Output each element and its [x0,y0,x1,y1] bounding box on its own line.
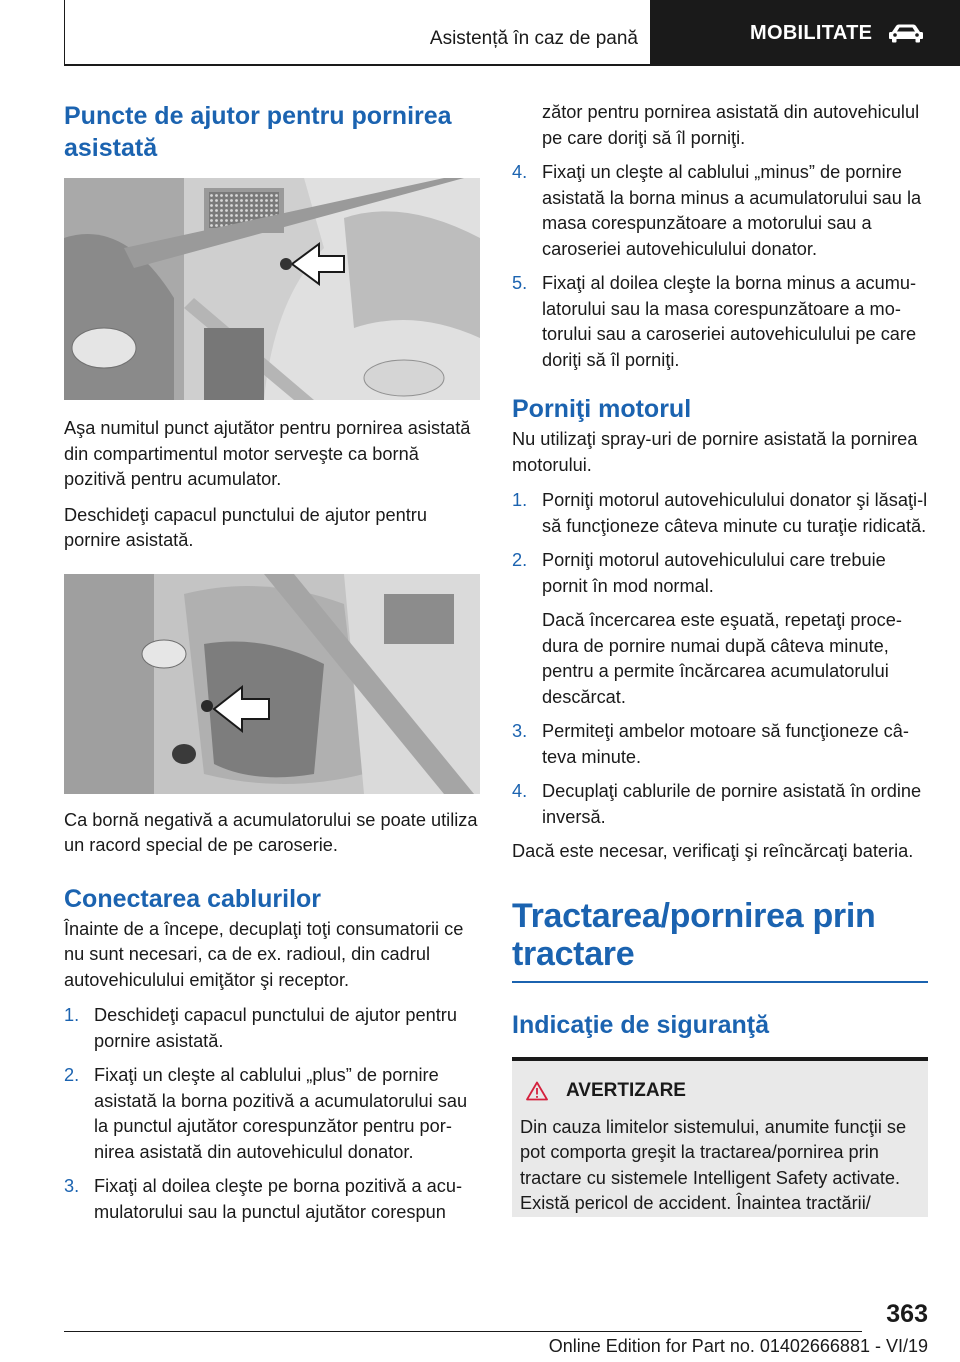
heading-start-engine: Porniţi motorul [512,395,692,423]
warning-text: Din cauza limitelor sistemului, anumite funcţii se pot comporta greşit la tractarea/pornirea prin tractare cu sistemele Intelligent Safety activate. Există pericol de accident. Înaintea tractării/ [520,1116,907,1213]
step-number: 3. [512,721,528,741]
cable-steps-list [64,1003,480,1225]
header-tab-label: MOBILITATE [750,21,873,44]
right-column [512,100,928,1217]
paragraph-disconnect-consumers: Înainte de a începe, decuplaţi toţi consumatorii ce nu sunt necesari, ca de ex. radioul, din cadrul autovehiculului emiţător şi receptor. [64,918,464,990]
list-item [512,160,928,262]
paragraph-negative-terminal: Ca bornă negativă a acumulatorului se poate utiliza un racord special de pe caroserie. [64,809,478,855]
left-column [64,100,480,1225]
warning-header [526,1077,920,1105]
list-item [64,1003,480,1054]
engine-photo-positive-terminal [64,178,480,400]
engine-photo-negative-terminal-illustration [64,574,480,794]
chapter-rule [512,981,928,983]
engine-photo-positive-terminal-illustration [64,178,480,400]
paragraph-positive-terminal: Aşa numitul punct ajutător pentru pornirea asistată din compartimentul motor serveşte ca bornă pozitivă pentru acumulator. [64,418,471,489]
engine-photo-negative-terminal [64,574,480,794]
step-text: Fixaţi un cleşte al cablului „minus” de pornire asistată la borna minus a acumulatorului sau la masa corespunzătoare a motorului sau a caroseriei autovehiculului donator. [542,162,922,259]
step-number: 1. [512,490,528,510]
list-item [512,488,928,539]
car-icon [888,23,924,43]
list-item [64,1063,480,1165]
footer-edition: Online Edition for Part no. 01402666881 - VI/19 [548,1336,928,1356]
step-number: 4. [512,162,528,182]
list-item [64,1174,480,1225]
header-bottom-rule [64,64,650,66]
step-text: Fixaţi al doilea cleşte pe borna pozitivă a acumulatorului sau la punctul ajutător corespun [94,1176,463,1222]
list-item [512,271,928,373]
step-3-continuation: zător pentru pornirea asistată din autovehiculul pe care doriţi să îl porniţi. [542,102,920,148]
chapter-title-towing: Tractarea/pornirea prin tractare [512,896,876,973]
step-number: 2. [512,550,528,570]
header-left-rule [64,0,65,66]
footer-rule [64,1331,862,1332]
step-text: Fixaţi al doilea cleşte la borna minus a acumulatorului sau la masa corespunzătoare a motorului sau a caroseriei autovehiculului pe care doriţi să îl porniţi. [542,273,917,370]
list-item [512,719,928,770]
cable-steps-list-continued [512,160,928,373]
step-number: 5. [512,273,528,293]
step-text: Deschideţi capacul punctului de ajutor pentru pornire asistată. [94,1005,457,1051]
heading-safety-note: Indicaţie de siguranţă [512,1010,770,1039]
warning-top-rule [512,1057,928,1061]
start-steps-list [512,488,928,830]
paragraph-open-cover: Deschideţi capacul punctului de ajutor pentru pornire asistată. [64,504,427,550]
warning-box [512,1057,928,1217]
step-text: Permiteţi ambelor motoare să funcţioneze câteva minute. [542,721,909,767]
step-number: 4. [512,781,528,801]
paragraph-no-spray: Nu utilizaţi spray-uri de pornire asistată la pornirea motorului. [512,429,918,475]
paragraph-check-battery: Dacă este necesar, verificaţi şi reîncărcaţi bateria. [512,841,914,861]
step-subtext: Dacă încercarea este eşuată, repetaţi procedura de pornire numai după câteva minute, pentru a permite încărcarea acumulatorului descărcat. [542,610,902,707]
list-item [512,548,928,710]
warning-triangle-icon [526,1081,548,1101]
list-item [512,779,928,830]
page-number: 363 [886,1300,928,1328]
step-text: Porniţi motorul autovehiculului care trebuie pornit în mod normal. [542,550,886,596]
step-text: Decuplaţi cablurile de pornire asistată în ordine inversă. [542,781,922,827]
heading-jump-start-points: Puncte de ajutor pentru pornirea asistată [64,102,452,162]
heading-connecting-cables: Conectarea cablurilor [64,884,322,913]
step-number: 3. [64,1176,80,1196]
header-section-title: Asistență în caz de pană [429,28,638,49]
step-text: Porniţi motorul autovehiculului donator şi lăsaţi-l să funcţioneze câteva minute cu turaţie ridicată. [542,490,928,536]
step-number: 2. [64,1065,80,1085]
header-tab-mobility[interactable] [650,0,960,66]
warning-title: AVERTIZARE [566,1079,686,1101]
step-number: 1. [64,1005,80,1025]
step-text: Fixaţi un cleşte al cablului „plus” de pornire asistată la borna pozitivă a acumulatorului sau la punctul ajutător corespunzător pentru pornirea asistată din autovehiculul donator. [94,1065,468,1162]
